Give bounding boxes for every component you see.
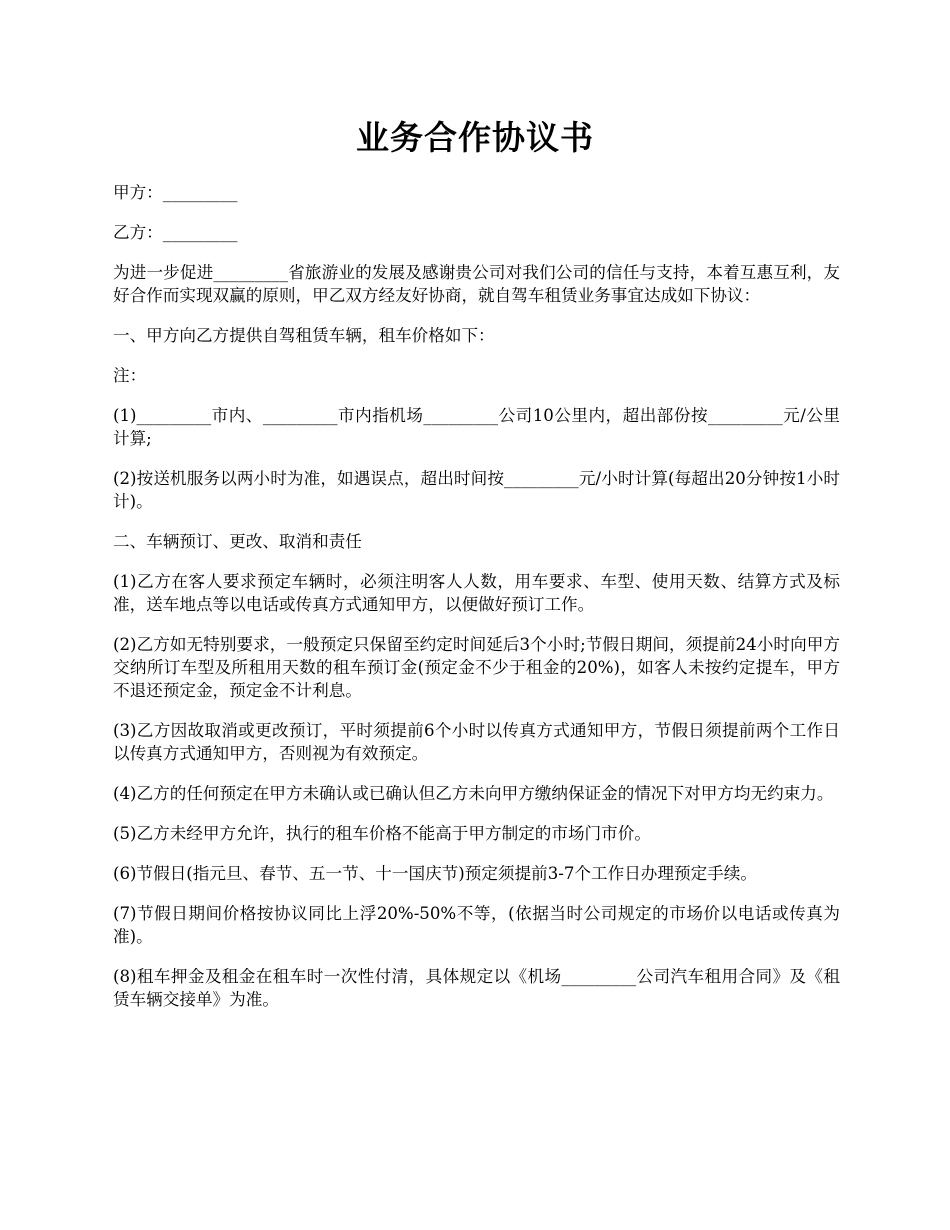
clause-3: (3)乙方因故取消或更改预订，平时须提前6个小时以传真方式通知甲方，节假日须提前两个工作日以传真方式通知甲方，否则视为有效预定。: [113, 721, 840, 763]
document-body: [113, 181, 840, 1028]
party-b-line: 乙方：_________: [113, 223, 238, 242]
section-one-heading: 一、甲方向乙方提供自驾租赁车辆，租车价格如下：: [113, 326, 495, 345]
clause-8: (8)租车押金及租金在租车时一次性付清，具体规定以《机场_________公司汽车租用合同》及《租赁车辆交接单》为准。: [113, 967, 840, 1009]
clause-6: (6)节假日(指元旦、春节、五一节、十一国庆节)预定须提前3-7个工作日办理预定手续。: [113, 864, 757, 883]
clause-2: (2)乙方如无特别要求，一般预定只保留至约定时间延后3个小时;节假日期间，须提前24小时向甲方交纳所订车型及所租用天数的租车预订金(预定金不少于租金的20%)，如客人未按约定提车，甲方不退还预定金，预定金不计利息。: [113, 635, 840, 700]
preamble-paragraph: 为进一步促进_________省旅游业的发展及感谢贵公司对我们公司的信任与支持，本着互惠互利，友好合作而实现双赢的原则，甲乙双方经友好协商，就自驾车租赁业务事宜达成如下协议：: [113, 263, 840, 305]
note-label: 注：: [113, 366, 147, 385]
document-title: 业务合作协议书: [356, 118, 594, 157]
note-item-1: (1)_________市内、_________市内指机场_________公司10公里内，超出部份按_________元/公里计算;: [113, 406, 840, 448]
clause-7: (7)节假日期间价格按协议同比上浮20%-50%不等，(依据当时公司规定的市场价以电话或传真为准)。: [113, 904, 840, 946]
clause-4: (4)乙方的任何预定在甲方未确认或已确认但乙方未向甲方缴纳保证金的情况下对甲方均无约束力。: [113, 784, 834, 803]
note-item-2: (2)按送机服务以两小时为准，如遇误点，超出时间按_________元/小时计算(每超出20分钟按1小时计)。: [113, 469, 840, 511]
clause-1: (1)乙方在客人要求预定车辆时，必须注明客人人数，用车要求、车型、使用天数、结算方式及标准，送车地点等以电话或传真方式通知甲方，以便做好预订工作。: [113, 572, 840, 614]
party-a-line: 甲方：_________: [113, 183, 238, 202]
section-two-heading: 二、车辆预订、更改、取消和责任: [113, 532, 362, 551]
clause-5: (5)乙方未经甲方允许，执行的租车价格不能高于甲方制定的市场门市价。: [113, 824, 651, 843]
